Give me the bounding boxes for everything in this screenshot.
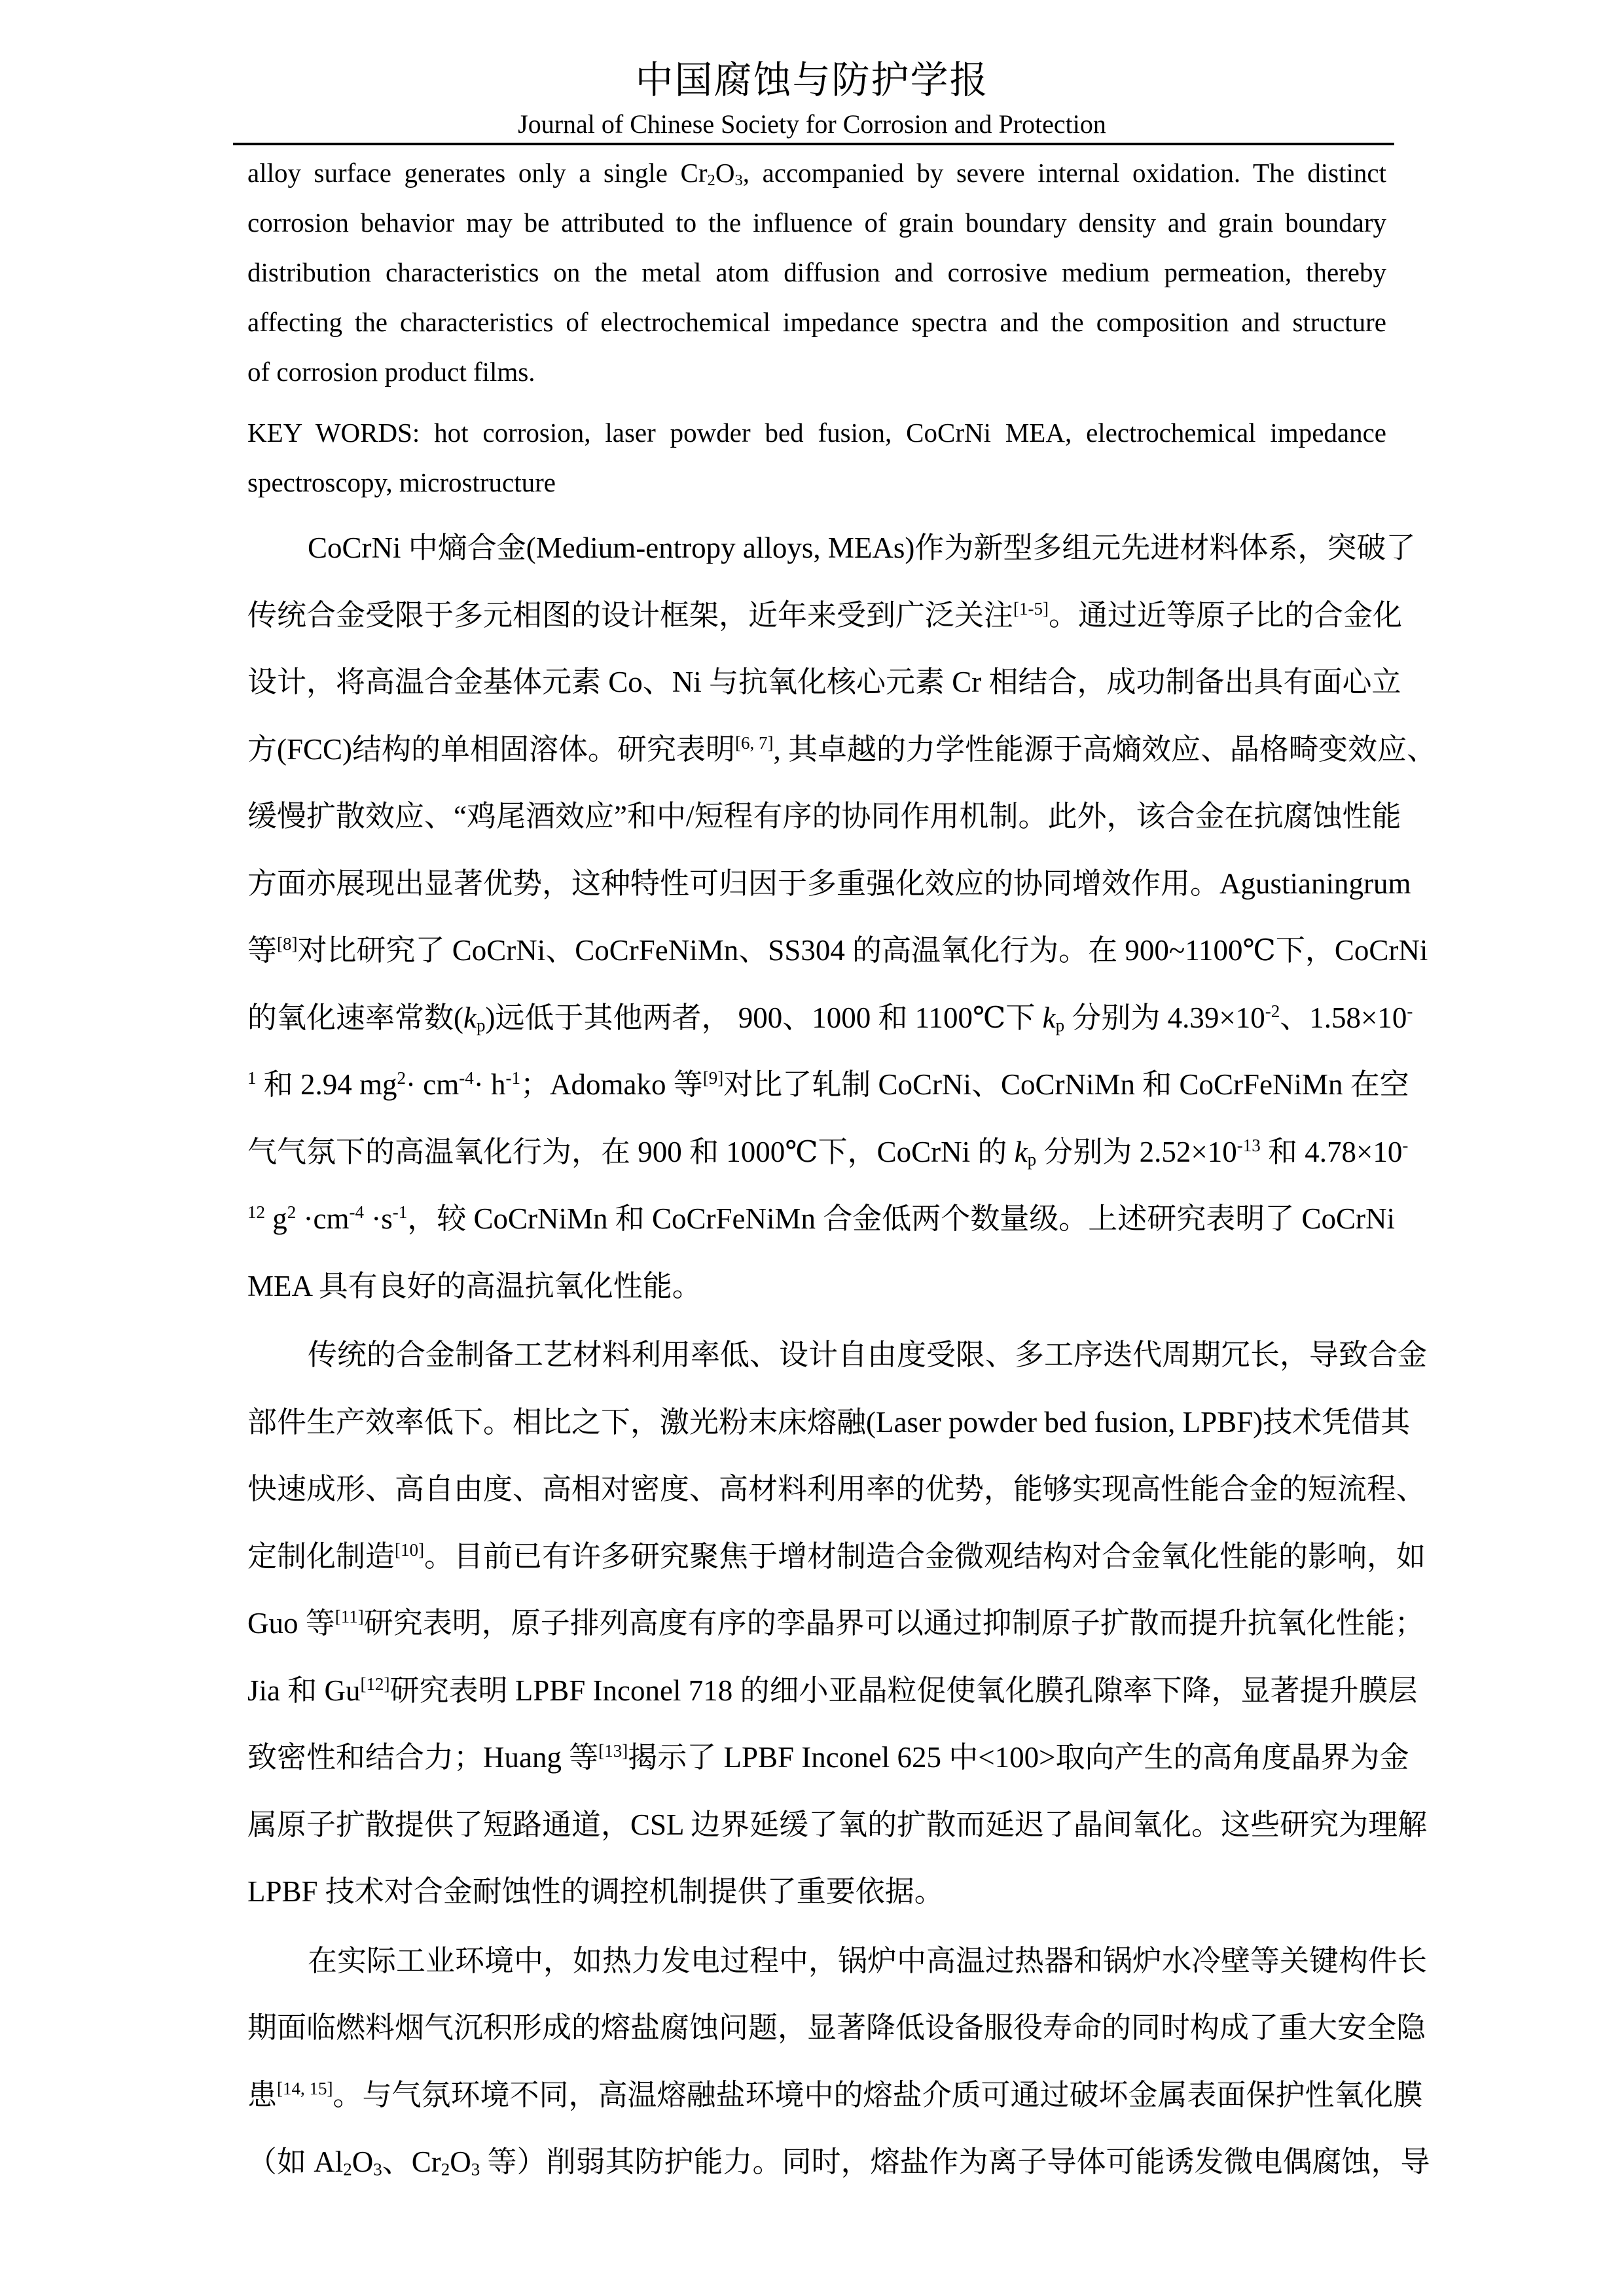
paragraph-line: 属原子扩散提供了短路通道，CSL 边界延缓了氧的扩散而延迟了晶间氧化。这些研究为理解 (247, 1808, 1428, 1841)
paragraph-line: Jia 和 Gu[12]研究表明 LPBF Inconel 718 的细小亚晶粒促使氧化膜孔隙率下降，显著提升膜层 (247, 1674, 1418, 1707)
paragraph-line: 定制化制造[10]。目前已有许多研究聚焦于增材制造合金微观结构对合金氧化性能的影响，如 (247, 1539, 1426, 1573)
paragraph (247, 1928, 1430, 2196)
abstract-line: distribution characteristics on the metal atom diffusion and corrosive medium permeation, thereby (247, 257, 1386, 287)
keywords (247, 408, 1386, 507)
paragraph-line: $^{12}$ $g^2 \cdot cm^{-4} \cdot s^{-1}$，较 CoCrNiMn 和 CoCrFeNiMn 合金低两个数量级。上述研究表明了 CoCrNi (247, 1202, 1396, 1235)
paragraph-line: LPBF 技术对合金耐蚀性的调控机制提供了重要依据。 (247, 1875, 944, 1908)
body-text (247, 514, 1437, 2198)
paragraph-line: MEA 具有良好的高温抗氧化性能。 (247, 1269, 702, 1302)
paragraph (247, 1321, 1428, 1926)
paragraph-line: 患[14, 15]。与气氛环境不同，高温熔融盐环境中的熔盐介质可通过破坏金属表面保护性氧化膜 (247, 2078, 1423, 2111)
paragraph-line: 传统的合金制备工艺材料利用率低、设计自由度受限、多工序迭代周期冗长，导致合金 (308, 1338, 1428, 1371)
paragraph-line: 方(FCC)结构的单相固溶体。研究表明[6, 7], 其卓越的力学性能源于高熵效应、晶格畸变效应、 (247, 732, 1437, 766)
abstract-line: alloy surface generates only a single $Cr_2O_3$, accompanied by severe internal oxidation. The distinct (247, 158, 1386, 189)
paragraph-line: 在实际工业环境中，如热力发电过程中，锅炉中高温过热器和锅炉水冷壁等关键构件长 (308, 1944, 1428, 1977)
abstract-line: corrosion behavior may be attributed to the influence of grain boundary density and grain boundary (247, 207, 1386, 238)
paragraph-line: 传统合金受限于多元相图的设计框架，近年来受到广泛关注[1-5]。通过近等原子比的合金化 (247, 598, 1403, 632)
paragraph-line: （如 $Al_2O_3$、$Cr_2O_3$ 等）削弱其防护能力。同时，熔盐作为离子导体可能诱发微电偶腐蚀，导 (247, 2145, 1430, 2179)
paragraph-line: 的氧化速率常数$(k_p)$远低于其他两者， 900、1000 和 1100℃下 $k_p$ 分别为 $4.39\times 10^{-2}$、1.58×10- (247, 1001, 1413, 1035)
paragraph-line: Guo 等[11]研究表明，原子排列高度有序的孪晶界可以通过抑制原子扩散而提升抗氧化性能； (247, 1606, 1424, 1640)
abstract-line: of corrosion product films. (247, 357, 535, 387)
keywords-line: spectroscopy, microstructure (247, 467, 556, 497)
journal-title-en: Journal of Chinese Society for Corrosion and Protection (518, 109, 1106, 139)
header-rule (233, 143, 1394, 145)
journal-title-cn: 中国腐蚀与防护学报 (635, 59, 989, 101)
keywords-line: KEY WORDS: hot corrosion, laser powder bed fusion, CoCrNi MEA, electrochemical impedance (247, 418, 1386, 448)
paragraph-line: 气气氛下的高温氧化行为，在 900 和 1000℃下，CoCrNi 的 $k_p$ 分别为 $2.52\times 10^{-13}$ 和 4.78×10- (247, 1135, 1409, 1169)
paragraph-line: 期面临燃料烟气沉积形成的熔盐腐蚀问题，显著降低设备服役寿命的同时构成了重大安全隐 (247, 2011, 1426, 2044)
paragraph-line: 部件生产效率低下。相比之下，激光粉末床熔融(Laser powder bed fusion, LPBF)技术凭借其 (247, 1405, 1411, 1439)
paragraph-line: 等[8]对比研究了 CoCrNi、CoCrFeNiMn、SS304 的高温氧化行为。在 900~1100℃下，CoCrNi (247, 933, 1428, 967)
paragraph (247, 514, 1437, 1319)
paragraph-line: 缓慢扩散效应、“鸡尾酒效应”和中/短程有序的协同作用机制。此外，该合金在抗腐蚀性能 (247, 800, 1401, 833)
abstract-line: affecting the characteristics of electrochemical impedance spectra and the composition and structure (247, 307, 1386, 337)
paragraph-line: 快速成形、高自由度、高相对密度、高材料利用率的优势，能够实现高性能合金的短流程、 (247, 1473, 1426, 1505)
paragraph-line: $^1$ 和 2.94 $mg^2\cdot cm^{-4}\cdot h^{-1}$；Adomako 等[9]对比了轧制 CoCrNi、CoCrNiMn 和 CoCrFeNiMn 在空 (247, 1067, 1409, 1101)
paragraph-line: CoCrNi 中熵合金(Medium-entropy alloys, MEAs)作为新型多组元先进材料体系，突破了 (308, 531, 1416, 564)
paragraph-line: 方面亦展现出显著优势，这种特性可归因于多重强化效应的协同增效作用。Agustianingrum (247, 867, 1411, 900)
abstract-text (247, 148, 1386, 397)
paragraph-line: 设计，将高温合金基体元素 Co、Ni 与抗氧化核心元素 Cr 相结合，成功制备出具有面心立 (247, 666, 1401, 698)
paragraph-line: 致密性和结合力；Huang 等[13]揭示了 LPBF Inconel 625 中<100>取向产生的高角度晶界为金 (247, 1740, 1409, 1774)
